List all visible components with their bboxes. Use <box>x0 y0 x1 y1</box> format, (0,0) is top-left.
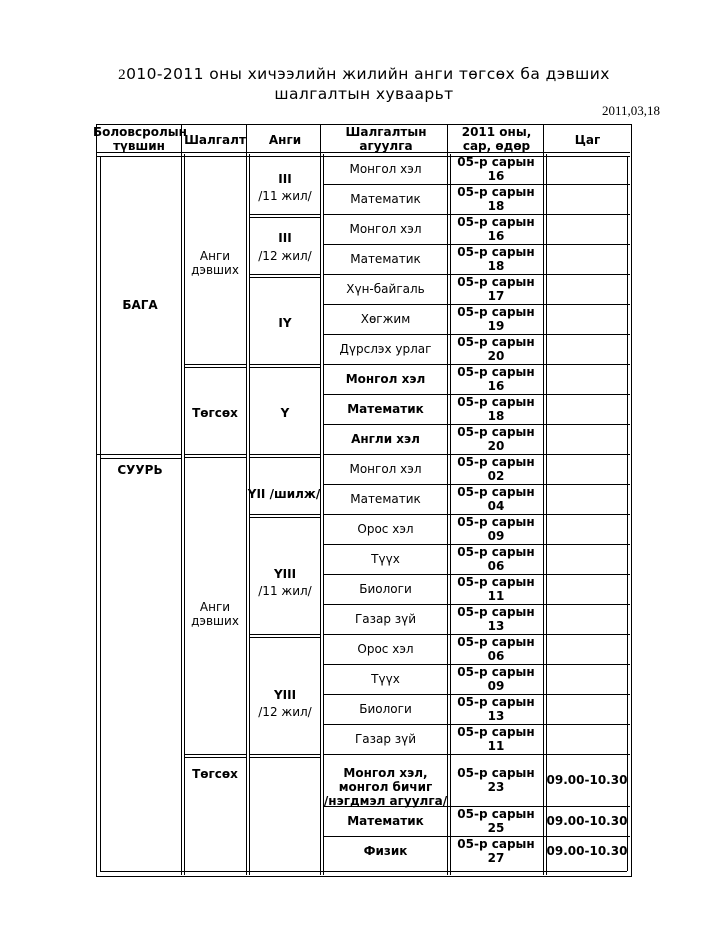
grade-5: Y <box>280 406 290 420</box>
date-day: 06 <box>487 649 505 663</box>
date-cell <box>451 665 541 693</box>
subject-cell: Математик <box>350 192 421 206</box>
date-day: 09 <box>487 529 505 543</box>
row-rule <box>323 754 630 755</box>
subject-cell: Физик <box>363 844 408 858</box>
subject-line3: /нэгдмэл агуулга/ <box>323 794 448 808</box>
header-time: Цаг <box>574 133 601 147</box>
header-level-line1: Боловсролын <box>93 125 187 139</box>
subject-cell: Газар зүй <box>354 732 417 746</box>
date-day: 18 <box>487 259 505 273</box>
subject-cell: Хүн-байгаль <box>346 282 425 296</box>
grade-4: IY <box>278 316 292 330</box>
date-cell <box>451 725 541 753</box>
date-day: 02 <box>487 469 505 483</box>
header-level <box>93 125 185 153</box>
header-rule <box>97 156 630 157</box>
inner-frame <box>627 157 628 871</box>
grade-group-rule <box>249 517 320 518</box>
document-title-line2: шалгалтын хуваарьт <box>274 85 454 103</box>
date-month: 05-р сарын <box>457 725 535 739</box>
subject-cell: Монгол хэл <box>345 372 426 386</box>
level-primary: БАГА <box>122 298 158 312</box>
subject-cell: Биологи <box>359 582 412 596</box>
date-day: 23 <box>487 780 505 794</box>
date-day: 20 <box>487 439 505 453</box>
exam-type-graduate-basic: Төгсөх <box>192 767 238 781</box>
column-rule <box>447 124 448 875</box>
date-month: 05-р сарын <box>457 665 535 679</box>
grade-3-11: III <box>278 172 292 186</box>
grade-group-rule <box>249 457 320 458</box>
time-cell: 09.00-10.30 <box>546 814 628 828</box>
grade-group-rule <box>249 637 320 638</box>
date-cell <box>451 545 541 573</box>
date-month: 05-р сарын <box>457 365 535 379</box>
subject-line1: Монгол хэл, <box>343 766 428 780</box>
date-month: 05-р сарын <box>457 335 535 349</box>
header-exam-type: Шалгалт <box>184 133 246 147</box>
subject-line2: монгол бичиг <box>338 780 433 794</box>
exam-type-promote-line2: дэвших <box>191 263 239 277</box>
date-cell <box>451 635 541 663</box>
inner-frame <box>100 157 101 871</box>
date-month: 05-р сарын <box>457 155 535 169</box>
exam-type-rule <box>184 454 246 455</box>
subject-cell: Математик <box>350 492 421 506</box>
date-day: 09 <box>487 679 505 693</box>
date-day: 19 <box>487 319 505 333</box>
level-rule <box>97 454 181 455</box>
date-cell <box>451 575 541 603</box>
header-content <box>322 125 450 153</box>
date-month: 05-р сарын <box>457 305 535 319</box>
header-content-line2: агуулга <box>359 139 413 153</box>
date-cell <box>451 155 541 183</box>
header-level-line2: түвшин <box>113 139 165 153</box>
date-month: 05-р сарын <box>457 215 535 229</box>
level-basic: СУУРЬ <box>117 463 163 477</box>
date-month: 05-р сарын <box>457 695 535 709</box>
date-month: 05-р сарын <box>457 395 535 409</box>
date-month: 05-р сарын <box>457 807 535 821</box>
subject-cell: Дүрслэх урлаг <box>339 342 432 356</box>
exam-type-promote-line2: дэвших <box>191 614 239 628</box>
grade-group-rule <box>249 754 320 755</box>
date-cell <box>451 185 541 213</box>
grade-group-rule <box>249 367 320 368</box>
date-day: 27 <box>487 851 505 865</box>
grade-8-12: YIII <box>273 688 297 702</box>
grade-8-11: YIII <box>273 567 297 581</box>
subject-cell: Математик <box>350 252 421 266</box>
date-month: 05-р сарын <box>457 185 535 199</box>
exam-type-rule <box>184 457 246 458</box>
subject-cell: Газар зүй <box>354 612 417 626</box>
time-cell: 09.00-10.30 <box>546 844 628 858</box>
subject-cell: Орос хэл <box>357 522 414 536</box>
date-month: 05-р сарын <box>457 425 535 439</box>
date-cell <box>451 335 541 363</box>
date-day: 11 <box>487 589 505 603</box>
subject-cell: Математик <box>347 814 424 828</box>
date-day: 16 <box>487 169 505 183</box>
grade-7: YII /шилж/ <box>247 487 321 501</box>
date-cell <box>451 425 541 453</box>
date-day: 18 <box>487 409 505 423</box>
subject-cell: Монгол хэл <box>349 222 422 236</box>
subject-cell: Хөгжим <box>360 312 411 326</box>
date-day: 13 <box>487 619 505 633</box>
date-month: 05-р сарын <box>457 275 535 289</box>
document-title-line1 <box>0 65 728 84</box>
grade-group-rule <box>249 757 320 758</box>
date-cell <box>451 695 541 723</box>
date-cell <box>451 807 541 835</box>
date-month: 05-р сарын <box>457 245 535 259</box>
subject-cell: Орос хэл <box>357 642 414 656</box>
date-cell <box>451 455 541 483</box>
date-month: 05-р сарын <box>457 766 535 780</box>
grade-3-11-note: /11 жил/ <box>258 189 312 203</box>
time-cell: 09.00-10.30 <box>546 773 628 787</box>
header-date-line2: сар, өдөр <box>462 139 531 153</box>
grade-group-rule <box>249 214 320 215</box>
grade-3-12: III <box>278 231 292 245</box>
date-day: 25 <box>487 821 505 835</box>
grade-group-rule <box>249 514 320 515</box>
grade-group-rule <box>249 364 320 365</box>
subject-cell: Биологи <box>359 702 412 716</box>
inner-frame <box>100 871 627 872</box>
subject-cell: Англи хэл <box>351 432 420 446</box>
date-cell <box>451 515 541 543</box>
grade-group-rule <box>249 217 320 218</box>
date-day: 20 <box>487 349 505 363</box>
header-date <box>449 125 544 153</box>
grade-8-12-note: /12 жил/ <box>258 705 312 719</box>
date-month: 05-р сарын <box>457 545 535 559</box>
date-cell <box>451 305 541 333</box>
grade-group-rule <box>249 274 320 275</box>
date-day: 18 <box>487 199 505 213</box>
title-lead-char: 2 <box>118 67 127 83</box>
date-month: 05-р сарын <box>457 837 535 851</box>
header-date-line1: 2011 оны, <box>461 125 532 139</box>
document-date: 2011,03,18 <box>601 103 660 118</box>
date-day: 17 <box>487 289 505 303</box>
date-cell <box>451 395 541 423</box>
date-month: 05-р сарын <box>457 605 535 619</box>
date-day: 16 <box>487 229 505 243</box>
grade-group-rule <box>249 634 320 635</box>
date-cell <box>451 215 541 243</box>
header-content-line1: Шалгалтын <box>345 125 427 139</box>
date-month: 05-р сарын <box>457 575 535 589</box>
exam-type-promote-primary <box>184 249 246 277</box>
exam-type-rule <box>184 367 246 368</box>
subject-cell: Түүх <box>371 552 400 566</box>
subject-integrated <box>322 766 449 808</box>
exam-type-promote-basic <box>184 600 246 628</box>
grade-group-rule <box>249 277 320 278</box>
exam-type-rule <box>184 754 246 755</box>
date-cell <box>451 485 541 513</box>
date-day: 16 <box>487 379 505 393</box>
exam-type-graduate-primary: Төгсөх <box>192 406 238 420</box>
exam-type-promote-line1: Анги <box>199 249 231 263</box>
date-cell <box>451 365 541 393</box>
date-cell <box>451 605 541 633</box>
exam-type-rule <box>184 364 246 365</box>
subject-cell: Монгол хэл <box>349 162 422 176</box>
exam-type-promote-line1: Анги <box>199 600 231 614</box>
date-cell <box>451 275 541 303</box>
date-cell <box>451 245 541 273</box>
date-day: 11 <box>487 739 505 753</box>
date-cell <box>451 766 541 794</box>
date-day: 13 <box>487 709 505 723</box>
subject-cell: Монгол хэл <box>349 462 422 476</box>
date-month: 05-р сарын <box>457 635 535 649</box>
date-month: 05-р сарын <box>457 515 535 529</box>
subject-cell: Математик <box>347 402 424 416</box>
date-day: 06 <box>487 559 505 573</box>
title-line1-text: 010-2011 оны хичээлийн жилийн анги төгсөх ба дэвших <box>126 65 610 83</box>
grade-3-12-note: /12 жил/ <box>258 249 312 263</box>
column-rule <box>543 124 544 875</box>
date-day: 04 <box>487 499 505 513</box>
level-rule <box>101 458 181 459</box>
date-month: 05-р сарын <box>457 485 535 499</box>
grade-group-rule <box>249 454 320 455</box>
header-grade: Анги <box>268 133 302 147</box>
subject-cell: Түүх <box>371 672 400 686</box>
column-rule <box>181 124 182 875</box>
date-month: 05-р сарын <box>457 455 535 469</box>
date-cell <box>451 837 541 865</box>
grade-8-11-note: /11 жил/ <box>258 584 312 598</box>
exam-type-rule <box>184 757 246 758</box>
